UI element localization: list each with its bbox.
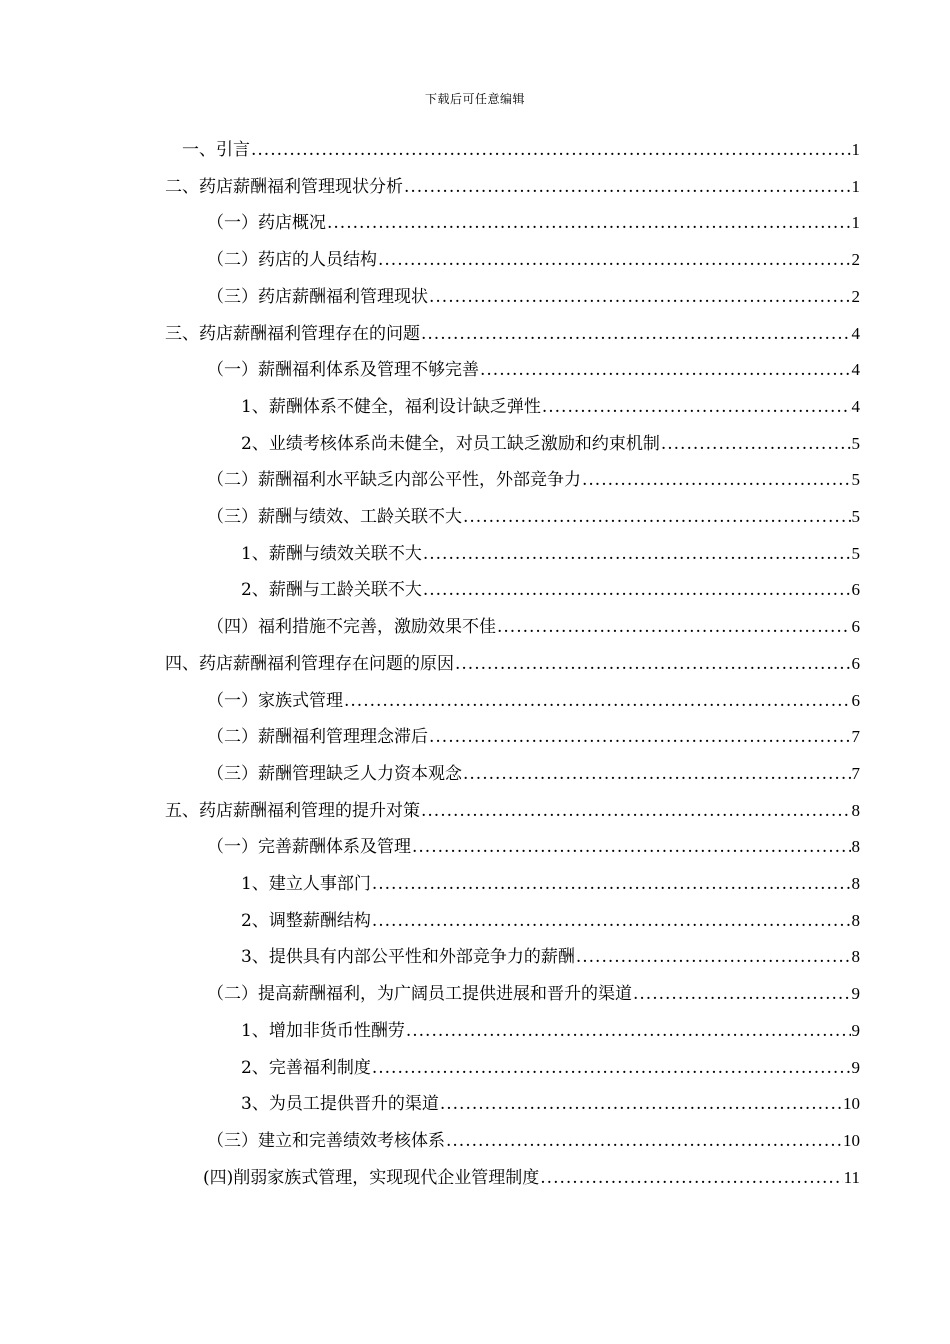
toc-entry-page: 2 bbox=[851, 286, 860, 306]
toc-entry-title: 五、药店薪酬福利管理的提升对策 bbox=[165, 800, 420, 821]
toc-entry-title: （二）薪酬福利水平缺乏内部公平性，外部竞争力 bbox=[207, 470, 581, 491]
toc-leader-dots bbox=[251, 132, 851, 168]
toc-entry-title: （一）薪酬福利体系及管理不够完善 bbox=[207, 360, 479, 381]
toc-entry[interactable] bbox=[182, 132, 860, 168]
toc-entry-title: 1、薪酬与绩效关联不大 bbox=[241, 543, 422, 564]
toc-entry-page: 10 bbox=[843, 1094, 860, 1114]
toc-leader-dots bbox=[576, 939, 851, 975]
toc-entry-page: 8 bbox=[851, 837, 860, 857]
toc-entry-page: 4 bbox=[851, 360, 860, 380]
toc-entry[interactable] bbox=[207, 683, 860, 719]
toc-entry[interactable] bbox=[241, 536, 860, 572]
toc-entry-title: （一）药店概况 bbox=[207, 213, 326, 234]
toc-entry[interactable] bbox=[207, 205, 860, 241]
toc-leader-dots bbox=[463, 499, 851, 535]
toc-leader-dots bbox=[540, 1160, 842, 1196]
toc-entry[interactable] bbox=[207, 609, 860, 645]
toc-leader-dots bbox=[372, 866, 851, 902]
toc-entry-page: 11 bbox=[843, 1167, 860, 1187]
toc-entry-page: 8 bbox=[851, 947, 860, 967]
toc-leader-dots bbox=[372, 903, 851, 939]
toc-leader-dots bbox=[633, 976, 851, 1012]
toc-entry-page: 8 bbox=[851, 800, 860, 820]
toc-entry-page: 9 bbox=[851, 984, 860, 1004]
toc-entry[interactable] bbox=[207, 499, 860, 535]
toc-leader-dots bbox=[404, 169, 851, 205]
toc-entry-title: 2、薪酬与工龄关联不大 bbox=[241, 580, 422, 601]
toc-entry-title: 1、增加非货币性酬劳 bbox=[241, 1020, 405, 1041]
toc-entry-page: 6 bbox=[851, 690, 860, 710]
toc-entry-title: 2、业绩考核体系尚未健全，对员工缺乏激励和约束机制 bbox=[241, 433, 660, 454]
toc-leader-dots bbox=[661, 426, 851, 462]
toc-entry[interactable] bbox=[207, 279, 860, 315]
toc-entry-title: 三、药店薪酬福利管理存在的问题 bbox=[165, 323, 420, 344]
page-header-note: 下载后可任意编辑 bbox=[424, 92, 525, 106]
toc-leader-dots bbox=[327, 205, 851, 241]
toc-entry[interactable] bbox=[165, 169, 860, 205]
toc-entry-title: （三）建立和完善绩效考核体系 bbox=[207, 1130, 445, 1151]
toc-leader-dots bbox=[440, 1086, 842, 1122]
toc-entry[interactable] bbox=[165, 646, 860, 682]
toc-entry-page: 8 bbox=[851, 910, 860, 930]
toc-entry-page: 6 bbox=[851, 580, 860, 600]
toc-leader-dots bbox=[406, 1013, 851, 1049]
toc-entry[interactable] bbox=[207, 462, 860, 498]
toc-leader-dots bbox=[372, 1050, 851, 1086]
toc-leader-dots bbox=[344, 683, 851, 719]
toc-entry-page: 5 bbox=[851, 543, 860, 563]
toc-entry-title: （二）提高薪酬福利，为广阔员工提供进展和晋升的渠道 bbox=[207, 984, 632, 1005]
toc-entry-title: 2、完善福利制度 bbox=[241, 1057, 371, 1078]
toc-entry-page: 1 bbox=[851, 213, 860, 233]
toc-entry[interactable] bbox=[241, 426, 860, 462]
toc-leader-dots bbox=[429, 279, 851, 315]
toc-entry[interactable] bbox=[241, 903, 860, 939]
toc-entry-title: 3、为员工提供晋升的渠道 bbox=[241, 1094, 439, 1115]
toc-entry-title: 3、提供具有内部公平性和外部竞争力的薪酬 bbox=[241, 947, 575, 968]
toc-entry-title: 一、引言 bbox=[182, 140, 250, 160]
toc-entry[interactable] bbox=[165, 316, 860, 352]
toc-leader-dots bbox=[429, 719, 851, 755]
toc-entry[interactable] bbox=[207, 352, 860, 388]
toc-entry[interactable] bbox=[207, 756, 860, 792]
toc-entry-title: （二）药店的人员结构 bbox=[207, 250, 377, 271]
toc-entry-page: 1 bbox=[851, 176, 860, 196]
toc-entry-page: 4 bbox=[851, 323, 860, 343]
toc-leader-dots bbox=[480, 352, 851, 388]
toc-entry[interactable] bbox=[241, 1013, 860, 1049]
toc-entry-title: （四）福利措施不完善，激励效果不佳 bbox=[207, 617, 496, 638]
toc-leader-dots bbox=[421, 793, 851, 829]
toc-entry[interactable] bbox=[207, 1123, 860, 1159]
toc-entry-title: 四、药店薪酬福利管理存在问题的原因 bbox=[165, 653, 454, 674]
toc-entry-title: （一）完善薪酬体系及管理 bbox=[207, 837, 411, 858]
toc-entry-title: （三）药店薪酬福利管理现状 bbox=[207, 286, 428, 307]
toc-entry-page: 9 bbox=[851, 1020, 860, 1040]
toc-entry[interactable] bbox=[203, 1160, 860, 1196]
toc-entry-page: 6 bbox=[851, 617, 860, 637]
toc-entry-title: （三）薪酬管理缺乏人力资本观念 bbox=[207, 763, 462, 784]
toc-entry-title: 1、建立人事部门 bbox=[241, 874, 371, 894]
toc-entry-page: 5 bbox=[851, 507, 860, 526]
toc-entry-title: (四)削弱家族式管理，实现现代企业管理制度 bbox=[203, 1167, 540, 1188]
toc-entry[interactable] bbox=[207, 242, 860, 278]
toc-leader-dots bbox=[412, 829, 851, 865]
toc-entry-page: 7 bbox=[851, 763, 860, 783]
toc-leader-dots bbox=[542, 389, 851, 425]
toc-entry-title: 二、药店薪酬福利管理现状分析 bbox=[165, 176, 403, 197]
toc-leader-dots bbox=[378, 242, 851, 278]
toc-leader-dots bbox=[455, 646, 851, 682]
toc-entry[interactable] bbox=[241, 389, 860, 425]
toc-entry-title: （三）薪酬与绩效、工龄关联不大 bbox=[207, 507, 462, 527]
toc-entry[interactable] bbox=[241, 1086, 860, 1122]
toc-leader-dots bbox=[497, 609, 851, 645]
toc-entry-page: 4 bbox=[851, 396, 860, 416]
toc-entry-page: 5 bbox=[851, 433, 860, 453]
toc-entry[interactable] bbox=[241, 1050, 860, 1086]
toc-entry-page: 7 bbox=[851, 727, 860, 747]
toc-entry-title: （二）薪酬福利管理理念滞后 bbox=[207, 727, 428, 748]
toc-leader-dots bbox=[423, 536, 851, 572]
toc-leader-dots bbox=[421, 316, 851, 352]
toc-entry[interactable] bbox=[207, 976, 860, 1012]
toc-entry-page: 9 bbox=[851, 1057, 860, 1077]
toc-entry-page: 8 bbox=[851, 874, 860, 893]
toc-leader-dots bbox=[446, 1123, 842, 1159]
toc-entry-title: 1、薪酬体系不健全，福利设计缺乏弹性 bbox=[241, 396, 541, 417]
toc-entry[interactable] bbox=[241, 572, 860, 608]
toc-entry-title: （一）家族式管理 bbox=[207, 690, 343, 711]
toc-entry-page: 10 bbox=[843, 1130, 860, 1150]
toc-entry-title: 2、调整薪酬结构 bbox=[241, 910, 371, 931]
toc-leader-dots bbox=[582, 462, 851, 498]
toc-entry[interactable] bbox=[207, 719, 860, 755]
toc-entry-page: 6 bbox=[851, 653, 860, 673]
toc-leader-dots bbox=[463, 756, 851, 792]
toc-leader-dots bbox=[423, 572, 851, 608]
toc-entry[interactable] bbox=[207, 829, 860, 865]
toc-entry[interactable] bbox=[241, 866, 860, 902]
toc-entry[interactable] bbox=[241, 939, 860, 975]
toc-entry[interactable] bbox=[165, 793, 860, 829]
toc-entry-page: 2 bbox=[851, 250, 860, 270]
toc-entry-page: 5 bbox=[851, 470, 860, 490]
toc-entry-page: 1 bbox=[851, 140, 860, 159]
